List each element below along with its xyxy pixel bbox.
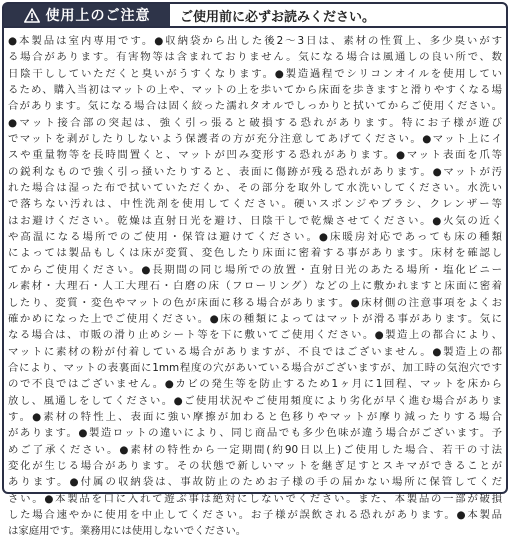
caution-line: ル素材・大理石・人工大理石・白磨の床（フローリング）などの上に敷かれますと床面に密着 xyxy=(8,280,502,293)
caution-line: した場合速やかに使用を中止してください。お子様が誤飲される恐れがあります。●本製品 xyxy=(8,508,502,521)
caution-line: 変化が生じる場合があります。その状態で新しいマットを継ぎ足すとスキマができることが xyxy=(8,459,502,472)
caution-badge xyxy=(4,4,170,26)
warning-triangle-icon xyxy=(24,8,40,23)
caution-header xyxy=(4,4,506,28)
caution-line: ●本製品は室内専用です。●収納袋から出した後2〜3日は、素材の性質上、多少臭いがす xyxy=(8,35,502,47)
caution-line: 日陰干ししていただくと臭いがうすくなります。●製造過程でシリコンオイルを使用してい xyxy=(8,67,502,80)
caution-line: や高温になる場所でのご使用・保管は避けてください。●床暖房対応であっても床の種類 xyxy=(8,231,502,244)
caution-line: があります。●製造ロットの違いにより、同じ商品でも多少色味が違う場合がございます。予 xyxy=(8,427,502,440)
caution-line: れた場合は湿った布で拭いていただくか、その部分を取外して水洗いしてください。水洗い xyxy=(8,182,502,195)
caution-line: るため、購入当初はマットの上や、マットの上を歩いてから床面を歩きますと滑りやすくなる場 xyxy=(8,84,502,97)
caution-line: マットに素材の粉が付着している場合がありますが、不良ではございません。●製造上の都 xyxy=(8,345,502,358)
caution-title: 使用上のご注意 xyxy=(45,8,151,24)
caution-line: さい。●本製品を口に入れて遊ぶ事は絶対にしないでください。また、本製品の一部が破損 xyxy=(8,492,502,505)
caution-line: なる場合は、市販の滑り止めシート等を下に敷いてご使用ください。●製造上の都合により、 xyxy=(8,329,502,342)
caution-line: ●マット接合部の突起は、強く引っ張ると破損する恐れがあります。特にお子様が遊び xyxy=(8,116,502,129)
caution-panel xyxy=(2,2,508,538)
caution-line: スや重量物等を長時間置くと、マットが凹み変形する恐れがあります。●マット表面を爪等 xyxy=(8,149,502,162)
caution-line: したり、変質・変色やマットの色が床面に移る場合があります。●床材側の注意事項をよくお xyxy=(8,296,502,309)
caution-line: でマットを剥がしたりしないよう保護者の方が充分注意してあげてください。●マット上にイ xyxy=(8,133,502,146)
caution-text xyxy=(4,28,506,540)
caution-line: あります。●付属の収納袋は、事故防止のためお子様の手の届かない場所に保管してくだ xyxy=(8,476,502,489)
caution-line: す。●素材の特性上、表面に強い摩擦が加わると色移りやマットが摩り減ったりする場合 xyxy=(8,410,502,423)
caution-line: の鋭利なもので強く引っ掻いたりすると、表面に傷跡が残る恐れがあります。●マットが汚 xyxy=(8,165,502,178)
caution-subtitle: ご使用前に必ずお読みください。 xyxy=(180,9,376,25)
caution-line: 確かめになった上でご使用ください。●床の種類によってはマットが滑る事があります。気に xyxy=(8,312,502,325)
caution-line: によっては製品もしくは床が変質、変色したり床面に密着する事があります。床材を確認し xyxy=(8,247,502,260)
caution-line: ので不良ではございません。●カビの発生等を防止するため1ヶ月に1回程、マットを床から xyxy=(8,378,502,391)
caution-line: 放し、風通しをしてください。●ご使用状況やご使用頻度により劣化が早く進む場合がありま xyxy=(8,394,502,407)
caution-line: る場合があります。有害物等は含まれておりません。気になる場合は風通しの良い所で、数 xyxy=(8,51,502,64)
caution-line: は家庭用です。業務用には使用しないでください。 xyxy=(8,525,247,538)
caution-line: 合により、マットの表裏面に1mm程度の穴があいている場合がございますが、加工時の気泡穴です xyxy=(8,361,502,374)
caution-line: めご了承ください。●素材の特性から一定期間(約90日以上)ご使用した場合、若干の寸法 xyxy=(8,443,502,456)
caution-line: で落ちない汚れは、中性洗剤を使用してください。硬いスポンジやブラシ、クレンザー等 xyxy=(8,198,502,211)
caution-line: 合があります。気になる場合は固く絞った濡れタオルでしっかりと拭いてからご使用ください。 xyxy=(8,100,502,113)
caution-line: はお避けください。乾燥は直射日光を避け、日陰干しで乾燥させてください。●火気の近く xyxy=(8,214,502,227)
caution-line: てからご使用ください。●長期間の同じ場所での放置・直射日光のあたる場所・塩化ビニー xyxy=(8,263,502,276)
